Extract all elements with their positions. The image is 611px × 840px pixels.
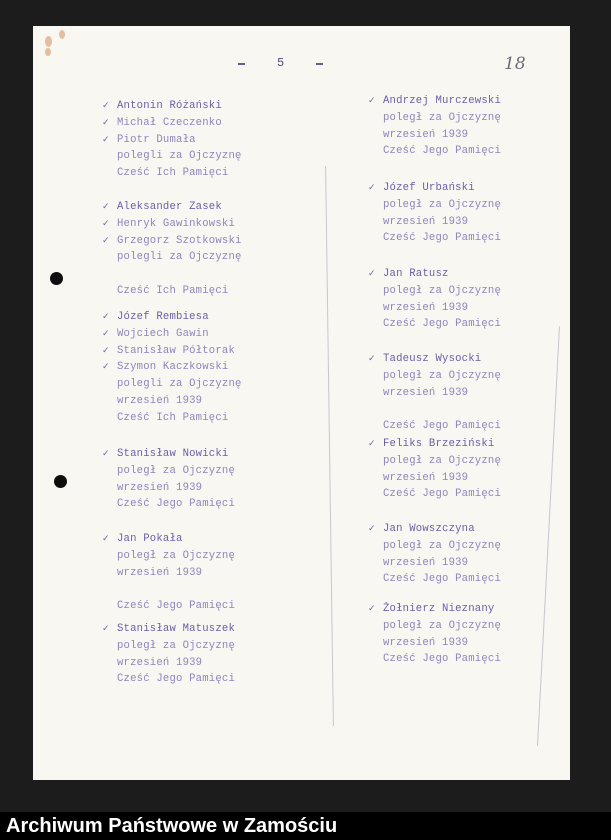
- check-mark-icon: ✓: [368, 269, 376, 279]
- entry-text-line: wrzesień 1939: [383, 471, 469, 484]
- check-mark-icon: ✓: [368, 524, 376, 534]
- entry-text-line: wrzesień 1939: [383, 215, 469, 228]
- memorial-entry: [368, 521, 502, 588]
- check-mark-icon: ✓: [102, 134, 110, 145]
- memorial-entry: [102, 531, 236, 615]
- archive-name: Archiwum Państwowe w Zamościu: [6, 815, 338, 837]
- page-number-dash: [316, 63, 323, 65]
- entry-text-line: Cześć Jego Pamięci: [383, 488, 502, 501]
- entry-text-line: polegli za Ojczyznę: [117, 378, 242, 391]
- memorial-entry: [368, 180, 502, 247]
- entry-text-line: Cześć Ich Pamięci: [117, 284, 229, 297]
- entry-text-line: poległ za Ojczyznę: [383, 539, 502, 552]
- entry-text-line: poległ za Ojczyznę: [117, 549, 236, 562]
- memorial-entry: [368, 351, 502, 435]
- check-mark-icon: ✓: [102, 345, 110, 356]
- entry-name: Stanisław Nowicki: [117, 448, 229, 460]
- folio-number: 18: [504, 54, 526, 74]
- entry-name: Antonin Różański: [117, 100, 222, 112]
- pencil-line: [325, 166, 334, 726]
- entry-text-line: [117, 266, 242, 283]
- entry-name: Aleksander Zasek: [117, 201, 222, 213]
- entry-text-line: poległ za Ojczyznę: [383, 369, 502, 382]
- memorial-entry: [102, 309, 242, 427]
- pencil-line: [537, 326, 560, 745]
- entry-text-line: Henryk Gawinkowski: [117, 217, 236, 230]
- entry-text-line: poległ za Ojczyznę: [383, 198, 502, 211]
- check-mark-icon: ✓: [102, 624, 110, 634]
- entry-text-line: Szymon Kaczkowski: [117, 361, 229, 374]
- check-mark-icon: ✓: [368, 439, 376, 449]
- entry-name: Jan Ratusz: [383, 268, 449, 280]
- entry-text-line: poległ za Ojczyznę: [117, 639, 236, 652]
- entry-text-line: wrzesień 1939: [117, 566, 203, 579]
- entry-text-line: Cześć Jego Pamięci: [383, 420, 502, 433]
- entry-text-line: wrzesień 1939: [383, 636, 469, 649]
- entry-text-line: polegli za Ojczyznę: [117, 251, 242, 264]
- memorial-entry: [368, 266, 502, 333]
- entry-text-line: Cześć Jego Pamięci: [117, 600, 236, 613]
- check-mark-icon: ✓: [102, 218, 110, 229]
- entry-text-line: Cześć Jego Pamięci: [383, 232, 502, 245]
- entry-name: Jan Pokała: [117, 533, 183, 545]
- entry-text-line: [117, 581, 235, 598]
- check-mark-icon: ✓: [102, 235, 110, 246]
- entry-text-line: [383, 401, 501, 418]
- entry-name: Tadeusz Wysocki: [383, 353, 482, 365]
- rust-stain: [45, 36, 52, 47]
- check-mark-icon: ✓: [102, 202, 110, 212]
- entry-text-line: wrzesień 1939: [383, 301, 469, 314]
- memorial-entry: [102, 621, 236, 688]
- entry-text-line: wrzesień 1939: [383, 386, 469, 399]
- check-mark-icon: ✓: [368, 183, 376, 193]
- check-mark-icon: ✓: [102, 117, 110, 128]
- check-mark-icon: ✓: [102, 312, 110, 322]
- entry-name: Żołnierz Nieznany: [383, 603, 495, 615]
- check-mark-icon: ✓: [102, 362, 110, 373]
- entry-text-line: Cześć Jego Pamięci: [383, 653, 502, 666]
- check-mark-icon: ✓: [102, 101, 110, 111]
- entry-text-line: Grzegorz Szotkowski: [117, 234, 242, 247]
- entry-text-line: poległ za Ojczyznę: [383, 454, 502, 467]
- memorial-entry: [102, 199, 242, 300]
- entry-name: Stanisław Matuszek: [117, 623, 236, 635]
- entry-text-line: Michał Czeczenko: [117, 116, 222, 129]
- archive-footer: [0, 812, 611, 840]
- check-mark-icon: ✓: [368, 96, 376, 106]
- document-page: [33, 26, 570, 780]
- entry-text-line: Cześć Jego Pamięci: [383, 573, 502, 586]
- check-mark-icon: ✓: [102, 534, 110, 544]
- punch-hole: [50, 272, 63, 285]
- entry-text-line: Cześć Jego Pamięci: [383, 318, 502, 331]
- memorial-entry: [368, 601, 502, 668]
- entry-name: Feliks Brzeziński: [383, 438, 495, 450]
- entry-text-line: Wojciech Gawin: [117, 327, 209, 340]
- entry-text-line: wrzesień 1939: [117, 656, 203, 669]
- memorial-entry: [102, 98, 242, 182]
- punch-hole: [54, 475, 67, 488]
- entry-text-line: wrzesień 1939: [383, 128, 469, 141]
- entry-text-line: Cześć Jego Pamięci: [117, 498, 236, 511]
- entry-text-line: Stanisław Półtorak: [117, 344, 236, 357]
- entry-name: Józef Rembiesa: [117, 311, 209, 323]
- memorial-entry: [368, 436, 502, 503]
- entry-text-line: wrzesień 1939: [117, 394, 203, 407]
- check-mark-icon: ✓: [102, 449, 110, 459]
- memorial-entry: [368, 93, 502, 160]
- check-mark-icon: ✓: [368, 604, 376, 614]
- entry-text-line: Piotr Dumała: [117, 133, 196, 146]
- entry-text-line: poległ za Ojczyznę: [383, 284, 502, 297]
- page-number-dash: [238, 63, 245, 65]
- entry-text-line: wrzesień 1939: [383, 556, 469, 569]
- check-mark-icon: ✓: [102, 328, 110, 339]
- entry-name: Andrzej Murczewski: [383, 95, 502, 107]
- entry-text-line: poległ za Ojczyznę: [383, 619, 502, 632]
- entry-text-line: Cześć Jego Pamięci: [383, 145, 502, 158]
- check-mark-icon: ✓: [368, 354, 376, 364]
- entry-text-line: poległ za Ojczyznę: [117, 464, 236, 477]
- memorial-entry: [102, 446, 236, 513]
- entry-name: Józef Urbański: [383, 182, 475, 194]
- entry-text-line: Cześć Ich Pamięci: [117, 167, 229, 180]
- entry-name: Jan Wowszczyna: [383, 523, 475, 535]
- entry-text-line: Cześć Jego Pamięci: [117, 673, 236, 686]
- rust-stain: [59, 30, 65, 39]
- page-number: 5: [277, 56, 286, 70]
- entry-text-line: Cześć Ich Pamięci: [117, 411, 229, 424]
- entry-text-line: wrzesień 1939: [117, 481, 203, 494]
- rust-stain: [45, 48, 51, 56]
- entry-text-line: poległ za Ojczyznę: [383, 111, 502, 124]
- entry-text-line: polegli za Ojczyznę: [117, 150, 242, 163]
